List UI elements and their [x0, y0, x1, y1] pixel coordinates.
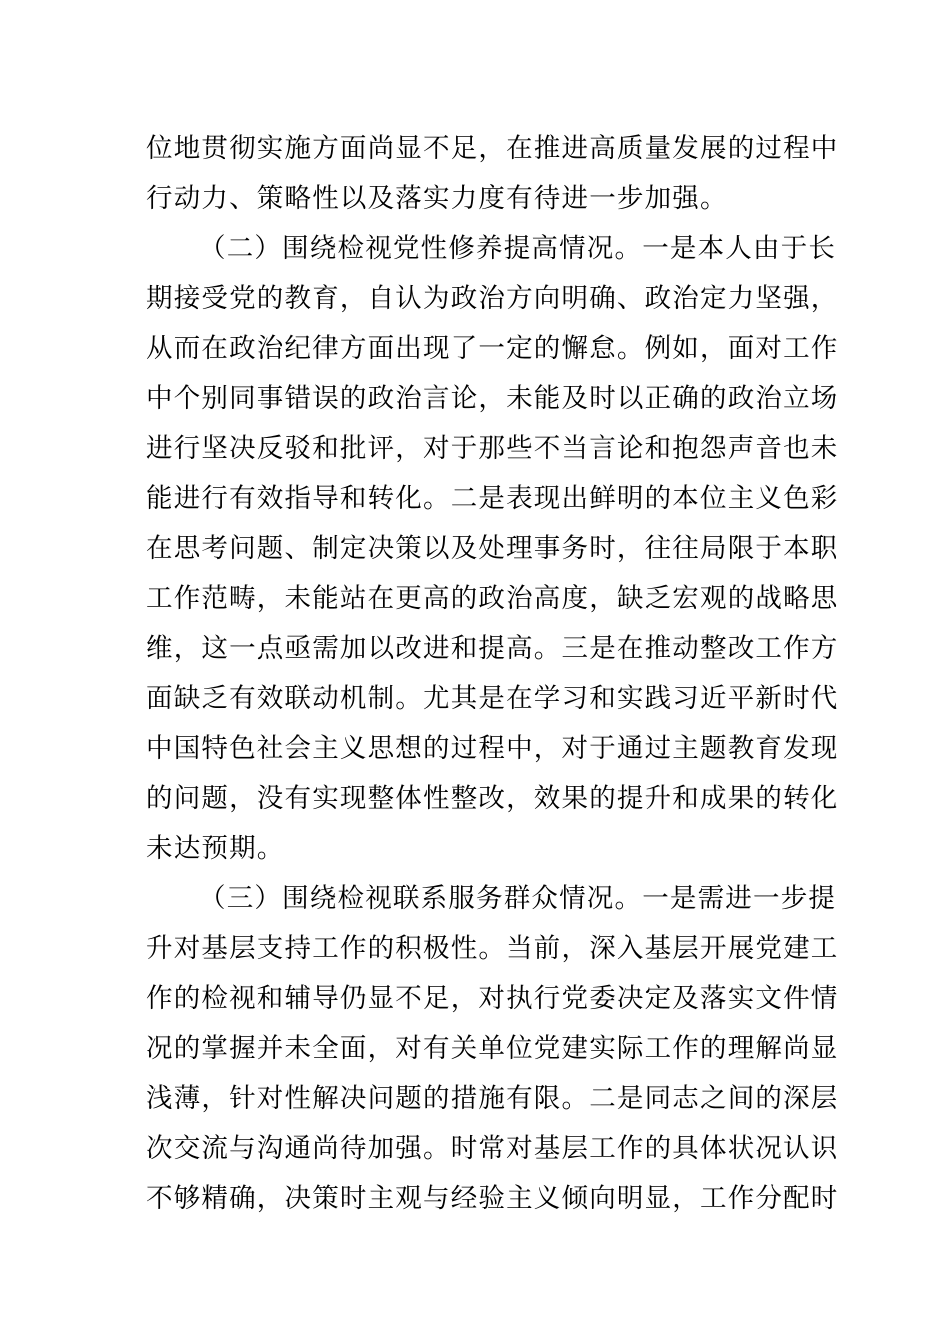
text-line: （二）围绕检视党性修养提高情况。一是本人由于长	[199, 233, 837, 264]
text-line: 浅薄，针对性解决问题的措施有限。二是同志之间的深层	[146, 1083, 839, 1114]
text-line: 期接受党的教育，自认为政治方向明确、政治定力坚强，	[146, 283, 839, 314]
text-line: 能进行有效指导和转化。二是表现出鲜明的本位主义色彩	[146, 483, 839, 514]
body-text	[146, 124, 839, 1224]
text-line: 的问题，没有实现整体性整改，效果的提升和成果的转化	[146, 783, 839, 814]
paragraph-section-two	[146, 224, 839, 874]
text-line: 维，这一点亟需加以改进和提高。三是在推动整改工作方	[146, 633, 839, 664]
text-line: 况的掌握并未全面，对有关单位党建实际工作的理解尚显	[146, 1033, 839, 1064]
text-line: 不够精确，决策时主观与经验主义倾向明显，工作分配时	[146, 1183, 839, 1214]
text-line: 未达预期。	[146, 833, 285, 864]
text-line: 中国特色社会主义思想的过程中，对于通过主题教育发现	[146, 733, 839, 764]
text-line: 位地贯彻实施方面尚显不足，在推进高质量发展的过程中	[146, 133, 839, 164]
text-line: 工作范畴，未能站在更高的政治高度，缺乏宏观的战略思	[146, 583, 839, 614]
text-line: 次交流与沟通尚待加强。时常对基层工作的具体状况认识	[146, 1133, 839, 1164]
paragraph-continued	[146, 124, 839, 224]
text-line: 作的检视和辅导仍显不足，对执行党委决定及落实文件情	[146, 983, 839, 1014]
text-line: 面缺乏有效联动机制。尤其是在学习和实践习近平新时代	[146, 683, 839, 714]
text-line: （三）围绕检视联系服务群众情况。一是需进一步提	[199, 883, 837, 914]
text-line: 中个别同事错误的政治言论，未能及时以正确的政治立场	[146, 383, 839, 414]
text-line: 从而在政治纪律方面出现了一定的懈怠。例如，面对工作	[146, 333, 839, 364]
paragraph-section-three	[146, 874, 839, 1224]
text-line: 在思考问题、制定决策以及处理事务时，往往局限于本职	[146, 533, 839, 564]
text-line: 进行坚决反驳和批评，对于那些不当言论和抱怨声音也未	[146, 433, 839, 464]
text-line: 升对基层支持工作的积极性。当前，深入基层开展党建工	[146, 933, 839, 964]
text-line: 行动力、策略性以及落实力度有待进一步加强。	[146, 183, 728, 214]
